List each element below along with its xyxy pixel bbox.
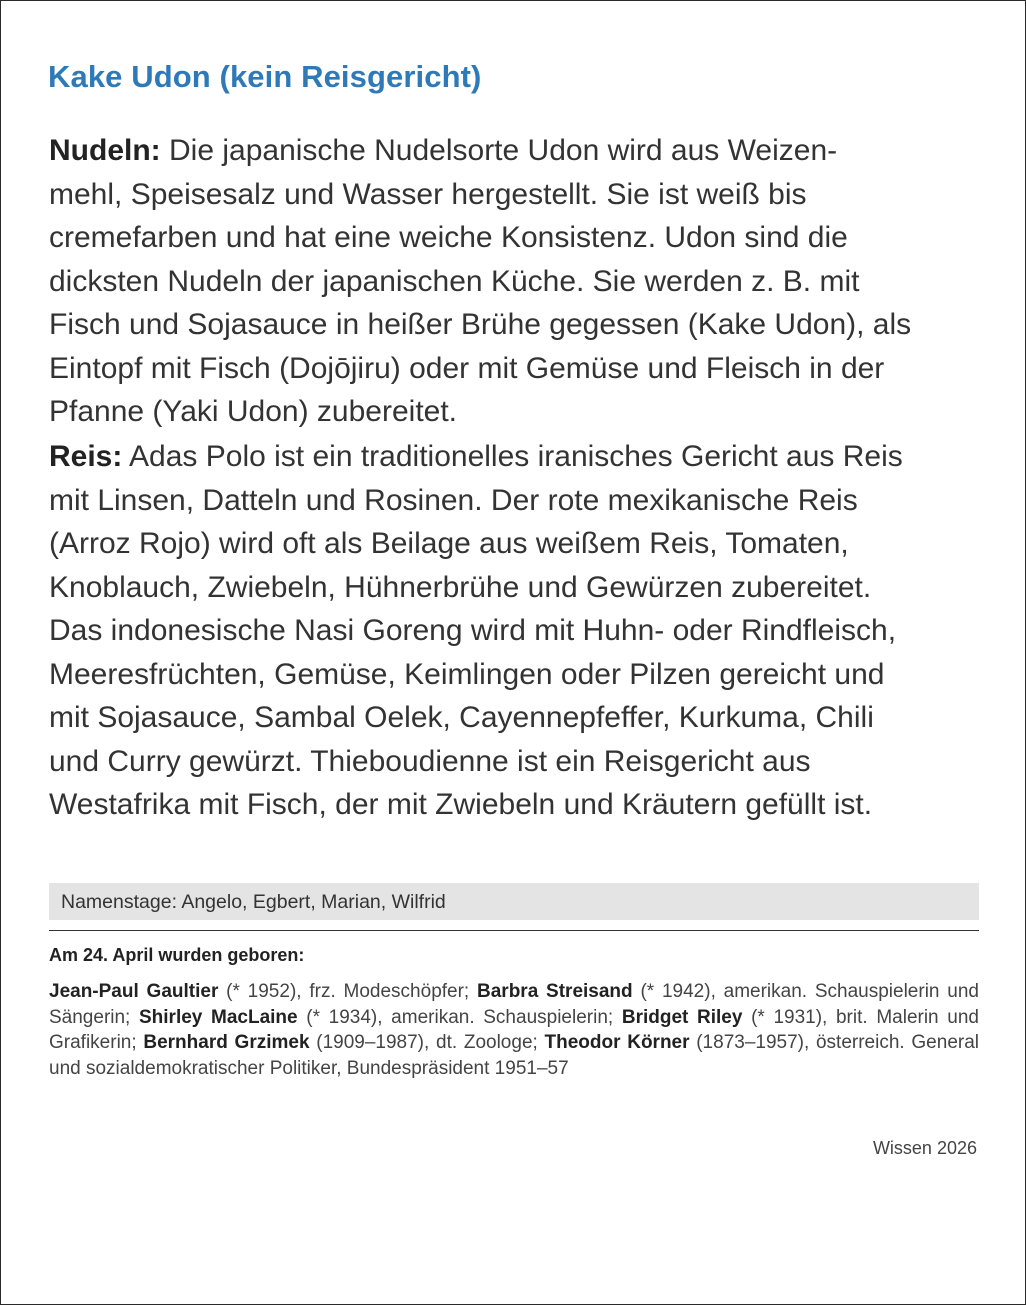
section-line: Knoblauch, Zwiebeln, Hühnerbrühe und Gewürzen zubereitet. — [49, 570, 872, 604]
person-name: Bernhard Grzimek — [143, 1032, 310, 1053]
section-line: Adas Polo ist ein traditionelles iranisches Gericht aus Reis — [129, 440, 903, 473]
person-desc: (1909–1987), dt. Zoologe; — [309, 1032, 545, 1053]
section-line: Fisch und Sojasauce in heißer Brühe gegessen (Kake Udon), als — [49, 308, 912, 341]
section-lead-nudeln: Nudeln: — [49, 134, 161, 167]
person-desc: (* 1952), frz. Modeschöpfer; — [218, 981, 478, 1002]
namenstage-names: Angelo, Egbert, Marian, Wilfrid — [181, 891, 446, 913]
divider — [49, 930, 979, 931]
namenstage-bar — [49, 883, 979, 920]
person-name: Barbra Streisand — [477, 981, 633, 1002]
person-name: Shirley MacLaine — [139, 1006, 298, 1028]
section-nudeln — [49, 129, 989, 434]
person-name: Bridget Riley — [621, 1006, 743, 1028]
section-lead-reis: Reis: — [49, 440, 123, 473]
section-line: Pfanne (Yaki Udon) zubereitet. — [49, 395, 458, 428]
namenstage-label: Namenstage: — [61, 891, 177, 913]
section-line: Eintopf mit Fisch (Dojōjiru) oder mit Gemüse und Fleisch in der — [49, 351, 885, 385]
section-line: Meeresfrüchten, Gemüse, Keimlingen oder Pilzen gereicht und — [49, 657, 885, 691]
section-line: und Curry gewürzt. Thieboudienne ist ein Reisgericht aus — [49, 744, 811, 778]
section-line: mit Linsen, Datteln und Rosinen. Der rote mexikanische Reis — [49, 483, 858, 517]
section-line: Das indonesische Nasi Goreng wird mit Huhn- oder Rindfleisch, — [49, 614, 897, 647]
section-line: Westafrika mit Fisch, der mit Zwiebeln und Kräutern gefüllt ist. — [49, 788, 873, 821]
section-line: dicksten Nudeln der japanischen Küche. Sie werden z. B. mit — [49, 264, 860, 298]
footer-label: Wissen 2026 — [872, 1138, 977, 1158]
page-title: Kake Udon (kein Reisgericht) — [48, 59, 482, 94]
section-line: (Arroz Rojo) wird oft als Beilage aus weißem Reis, Tomaten, — [49, 527, 849, 560]
person-desc: (* 1931), brit. Malerin und Grafikerin; — [49, 1006, 979, 1053]
section-line: mehl, Speisesalz und Wasser hergestellt. Sie ist weiß bis — [49, 177, 807, 211]
section-line: Die japanische Nudelsorte Udon wird aus Weizen- — [169, 134, 838, 167]
born-heading: Am 24. April wurden geboren: — [49, 945, 305, 965]
person-name: Theodor Körner — [544, 1032, 690, 1053]
person-desc: (1873–1957), österreich. General und sozialdemokratischer Politiker, Bundespräsident 1951–57 — [49, 1032, 979, 1079]
person-name: Jean-Paul Gaultier — [49, 981, 219, 1002]
born-list — [49, 979, 979, 1081]
person-desc: (* 1942), amerikan. Schauspielerin und Sängerin; — [49, 981, 979, 1028]
person-desc: (* 1934), amerikan. Schauspielerin; — [297, 1006, 622, 1028]
section-reis — [49, 435, 989, 827]
section-line: cremefarben und hat eine weiche Konsistenz. Udon sind die — [49, 221, 848, 254]
section-line: mit Sojasauce, Sambal Oelek, Cayennepfeffer, Kurkuma, Chili — [49, 701, 874, 734]
